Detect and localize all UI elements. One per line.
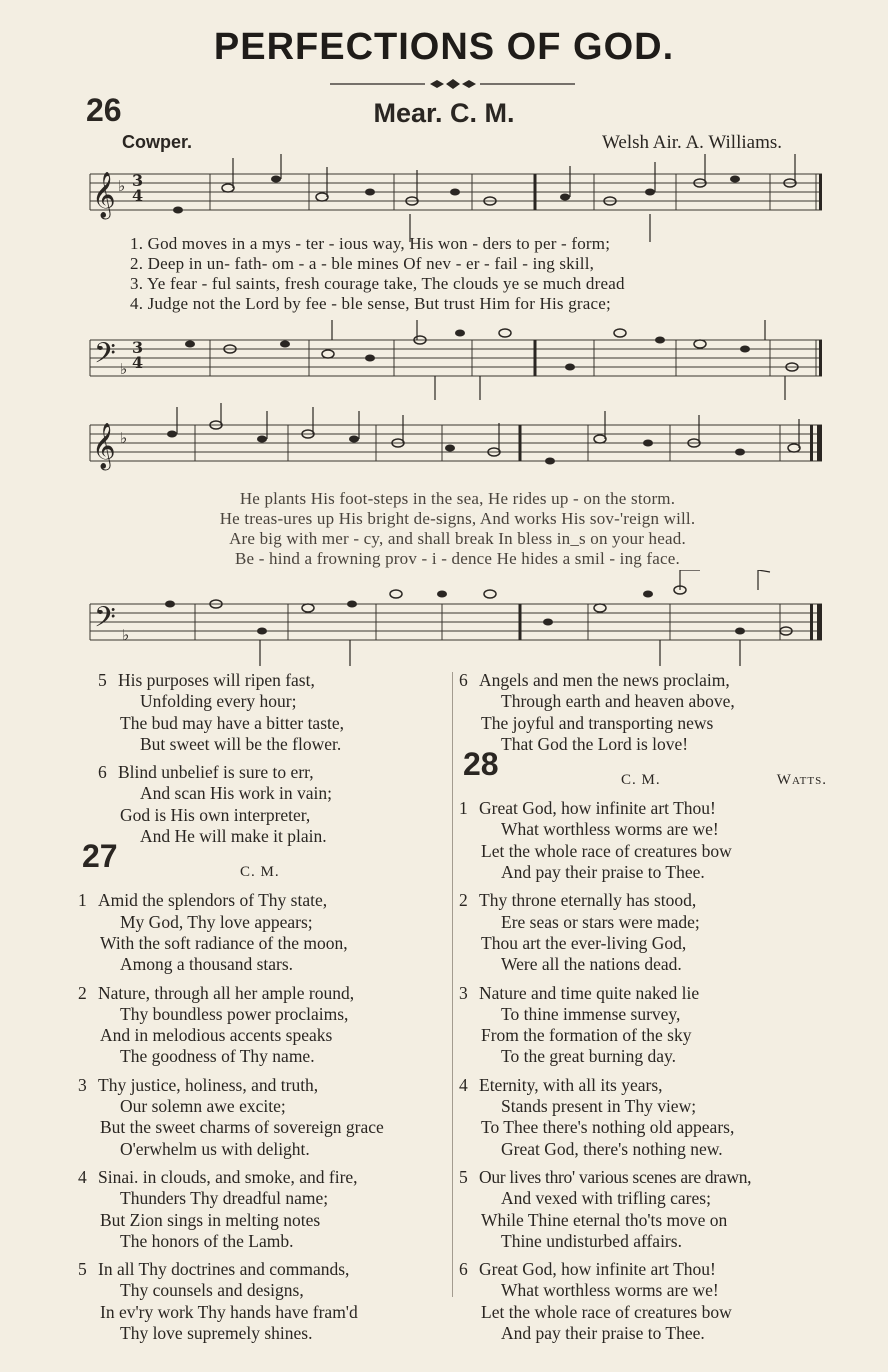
verse-line: Thou art the ever-living God, <box>481 932 687 953</box>
stanza <box>459 1259 829 1344</box>
music-score-system-2 <box>80 403 826 489</box>
stanza <box>78 762 448 847</box>
treble-clef-icon: 𝄞 <box>92 423 116 469</box>
flat-icon: ♭ <box>120 360 128 378</box>
hymn-meter: C. M. <box>621 772 661 789</box>
verse-line: That God the Lord is love! <box>501 733 689 754</box>
stanza <box>78 1075 448 1160</box>
verse-number: 2 <box>78 982 87 1003</box>
verse-number: 1 <box>459 798 468 819</box>
time-signature-bottom: 4 <box>132 353 144 372</box>
verse-line: O'erwhelm us with delight. <box>120 1138 310 1159</box>
verse-line: In ev'ry work Thy hands have fram'd <box>100 1301 358 1322</box>
verse-line: Among a thousand stars. <box>120 954 294 975</box>
verse-line: Through earth and heaven above, <box>501 691 735 712</box>
verse-line: My God, Thy love appears; <box>120 911 313 932</box>
bass-clef-icon: 𝄢 <box>94 337 116 377</box>
stanza <box>459 670 829 755</box>
verse-line: 4 Sinai. in clouds, and smoke, and fire, <box>78 1166 358 1187</box>
verse-line: From the formation of the sky <box>481 1025 692 1046</box>
verse-line: Stands present in Thy view; <box>501 1096 697 1117</box>
verse-line: And scan His work in vain; <box>140 783 332 804</box>
hymn-author: Watts. <box>776 772 827 789</box>
tune-meter: Mear. C. M. <box>373 98 515 128</box>
verse-number: 6 <box>98 762 107 783</box>
verse-line: The joyful and transporting news <box>481 712 714 733</box>
lyric-line: 1. God moves in a mys - ter - ious way, His won - ders to per - form; <box>130 234 611 253</box>
verse-number: 4 <box>78 1166 87 1187</box>
verse-number: 6 <box>459 670 468 690</box>
verse-line: 3 Thy justice, holiness, and truth, <box>78 1074 319 1095</box>
verse-line: 6 Great God, how infinite art Thou! <box>459 1259 716 1280</box>
hymn-number: 28 <box>463 746 499 783</box>
hymn-number: 26 <box>86 92 122 128</box>
verse-line: Unfolding every hour; <box>140 691 297 712</box>
treble-staff-2 <box>80 403 826 489</box>
verse-line: But sweet will be the flower. <box>140 733 342 754</box>
stanza <box>459 1167 829 1252</box>
verse-line: 1 Great God, how infinite art Thou! <box>459 798 716 819</box>
notes-bass-2 <box>165 586 792 635</box>
verse-line: Our solemn awe excite; <box>120 1096 286 1117</box>
verse-line: 6 Blind unbelief is sure to err, <box>98 762 314 783</box>
verse-line: To the great burning day. <box>501 1046 677 1067</box>
music-score-bass-2 <box>80 570 826 668</box>
text-column-left <box>78 670 448 1351</box>
text-column-right <box>459 670 829 1351</box>
verse-line: And pay their praise to Thee. <box>501 1323 705 1344</box>
verse-number: 4 <box>459 1074 468 1095</box>
verse-line: 5 In all Thy doctrines and commands, <box>78 1259 350 1280</box>
verse-line: Thine undisturbed affairs. <box>501 1230 682 1251</box>
time-signature-top: 3 <box>132 171 144 190</box>
notes-treble-1 <box>173 176 796 214</box>
verse-line: 6 Angels and men the news proclaim, <box>459 670 730 690</box>
verse-line: But the sweet charms of sovereign grace <box>100 1117 384 1138</box>
verse-line: 2 Thy throne eternally has stood, <box>459 890 697 911</box>
lyric-line: Are big with mer - cy, and shall break In bless in_s on your head. <box>229 529 686 548</box>
time-signature-top: 3 <box>132 338 144 357</box>
verse-line: What worthless worms are we! <box>501 819 719 840</box>
flat-icon: ♭ <box>118 177 126 195</box>
composer: Welsh Air. A. Williams. <box>602 132 782 153</box>
verse-line: What worthless worms are we! <box>501 1280 719 1301</box>
author: Cowper. <box>122 132 193 152</box>
verse-line: And in melodious accents speaks <box>100 1025 333 1046</box>
lyric-line: 2. Deep in un- fath- om - a - ble mines Of nev - er - fail - ing skill, <box>130 254 595 273</box>
flat-icon: ♭ <box>120 429 128 447</box>
verse-number: 3 <box>78 1074 87 1095</box>
verse-line: God is His own interpreter, <box>120 804 311 825</box>
bass-staff-2 <box>80 570 826 668</box>
verse-line: Thunders Thy dreadful name; <box>120 1188 329 1209</box>
lyrics-block-bottom <box>90 489 825 569</box>
verse-line: To Thee there's nothing old appears, <box>481 1117 735 1138</box>
verse-line: Were all the nations dead. <box>501 954 682 975</box>
verse-line: To thine immense survey, <box>501 1003 681 1024</box>
verse-line: Let the whole race of creatures bow <box>481 1301 732 1322</box>
verse-number: 3 <box>459 982 468 1003</box>
verse-number: 5 <box>78 1259 87 1280</box>
stanza <box>459 798 829 883</box>
verse-line: The bud may have a bitter taste, <box>120 712 345 733</box>
verse-line: 3 Nature and time quite naked lie <box>459 982 700 1003</box>
stanza <box>459 1075 829 1160</box>
hymn-meter: C. M. <box>240 864 280 881</box>
treble-clef-icon: 𝄞 <box>92 172 116 218</box>
hymn-header <box>78 838 448 888</box>
stanza <box>78 890 448 975</box>
stanza <box>78 1259 448 1344</box>
verse-line: And vexed with trifling cares; <box>501 1188 711 1209</box>
time-signature-bottom: 4 <box>132 186 144 205</box>
treble-staff-1 <box>80 152 826 244</box>
bass-clef-icon: 𝄢 <box>94 601 116 641</box>
notes-bass-1 <box>185 329 798 371</box>
stanza <box>78 670 448 755</box>
verse-line: 2 Nature, through all her ample round, <box>78 982 355 1003</box>
verse-line: 5 Our lives thro' various scenes are drawn, <box>459 1166 752 1187</box>
verse-line: With the soft radiance of the moon, <box>100 932 348 953</box>
verse-number: 2 <box>459 890 468 911</box>
music-score-system-1 <box>80 152 826 244</box>
verse-line: And pay their praise to Thee. <box>501 862 705 883</box>
verse-line: Thy boundless power proclaims, <box>120 1003 349 1024</box>
verse-number: 5 <box>459 1166 468 1187</box>
lyric-line: 4. Judge not the Lord by fee - ble sense, But trust Him for His grace; <box>130 294 611 313</box>
bass-staff-1 <box>80 316 826 402</box>
stanza <box>78 983 448 1068</box>
verse-line: But Zion sings in melting notes <box>100 1209 321 1230</box>
verse-line: While Thine eternal tho'ts move on <box>481 1209 728 1230</box>
lyric-line: 3. Ye fear - ful saints, fresh courage take, The clouds ye se much dread <box>130 274 625 293</box>
verse-number: 1 <box>78 890 87 911</box>
verse-line: 5 His purposes will ripen fast, <box>98 670 315 690</box>
verse-line: The goodness of Thy name. <box>120 1046 315 1067</box>
verse-line: Ere seas or stars were made; <box>501 911 700 932</box>
verse-line: Thy love supremely shines. <box>120 1323 313 1344</box>
page-title: PERFECTIONS OF GOD. <box>213 26 675 68</box>
verse-number: 5 <box>98 670 107 690</box>
title-ornament <box>330 78 575 90</box>
lyric-line: Be - hind a frowning prov - i - dence He hides a smil - ing face. <box>235 549 680 568</box>
stanza <box>78 1167 448 1252</box>
hymn-header <box>459 746 829 796</box>
music-score-bass-1 <box>80 316 826 402</box>
hymn-number: 27 <box>82 838 118 875</box>
verse-number: 6 <box>459 1259 468 1280</box>
lyric-line: He treas-ures up His bright de-signs, And works His sov-'reign will. <box>219 509 696 528</box>
verse-line: Thy counsels and designs, <box>120 1280 304 1301</box>
verse-line: 1 Amid the splendors of Thy state, <box>78 890 328 911</box>
verse-line: 4 Eternity, with all its years, <box>459 1074 663 1095</box>
verse-line: Let the whole race of creatures bow <box>481 840 732 861</box>
verse-line: The honors of the Lamb. <box>120 1230 294 1251</box>
stanza <box>459 890 829 975</box>
flat-icon: ♭ <box>122 626 130 644</box>
lyrics-block-top <box>90 234 825 314</box>
verse-line: Great God, there's nothing new. <box>501 1138 723 1159</box>
verse-line: And He will make it plain. <box>140 826 327 847</box>
lyric-line: He plants His foot-steps in the sea, He rides up - on the storm. <box>239 489 676 508</box>
column-divider <box>452 672 453 1297</box>
stanza <box>459 983 829 1068</box>
